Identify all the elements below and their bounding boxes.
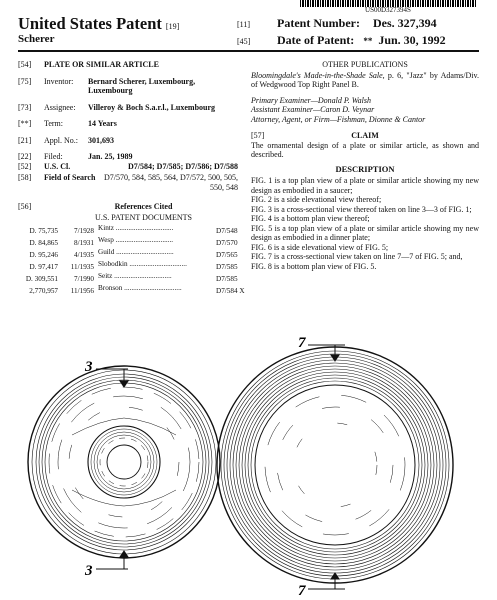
- citation-name: Kintz ................................: [98, 224, 174, 232]
- claim-heading: [57] CLAIM: [251, 131, 379, 140]
- header-rule: [18, 50, 479, 52]
- references-heading: [56] References Cited: [18, 202, 173, 211]
- description-item: FIG. 6 is a side elevational view of FIG. 5;: [251, 242, 389, 252]
- patent-date-row: [237, 33, 446, 48]
- filed-field: [22] Filed: Jan. 25, 1989: [18, 152, 133, 161]
- saucer-figure: [28, 366, 220, 558]
- citation-row: [18, 284, 243, 296]
- citation-date: 11/1956: [70, 287, 94, 295]
- figures-drawing: [0, 325, 497, 600]
- primary-examiner: Primary Examiner—Donald P. Walsh: [251, 95, 371, 105]
- description-list: [251, 176, 479, 271]
- claim-text: The ornamental design of a plate or similar article, as shown and described.: [251, 140, 479, 159]
- saucer-section-label-bottom: 3: [85, 563, 93, 579]
- citation-class: D7/585: [216, 275, 238, 283]
- description-item: FIG. 1 is a top plan view of a plate or similar article showing my new design as embodied in a saucer;: [251, 176, 479, 195]
- citation-number: D. 75,735: [29, 227, 58, 235]
- title-field: [54] PLATE OR SIMILAR ARTICLE: [18, 60, 159, 69]
- citation-number: D. 84,865: [29, 239, 58, 247]
- inventor-surname: Scherer: [18, 33, 55, 45]
- citation-row: [18, 272, 243, 284]
- citation-date: 7/1990: [74, 275, 94, 283]
- patent-date: Jun. 30, 1992: [378, 33, 446, 47]
- right-column: [251, 60, 479, 271]
- plate-section-label-bottom: 7: [298, 583, 306, 599]
- citation-class: D7/584 X: [216, 287, 245, 295]
- citation-class: D7/570: [216, 239, 238, 247]
- citation-name: Seitz ................................: [98, 272, 172, 280]
- patent-number-row: [237, 16, 437, 31]
- field-of-search: [58] Field of Search D7/570, 584, 585, 564, D7/572, 500, 505, 550, 548: [18, 173, 238, 192]
- citation-class: D7/565: [216, 251, 238, 259]
- citation-class: D7/585: [216, 263, 238, 271]
- description-item: FIG. 5 is a top plan view of a plate or similar article showing my new design as embodied in a dinner plate;: [251, 223, 479, 242]
- other-publications: Bloomingdale's Made-in-the-Shade Sale, p. 6, "Jazz" by Adams/Div. of Wedgwood Top Right Panel B.: [251, 70, 479, 89]
- citation-name: Wesp ................................: [98, 236, 174, 244]
- term-field: [**] Term: 14 Years: [18, 119, 117, 128]
- citation-date: 8/1931: [74, 239, 94, 247]
- appl-field: [21] Appl. No.: 301,693: [18, 135, 114, 145]
- citation-row: [18, 260, 243, 272]
- date-code: [45]: [237, 37, 251, 46]
- citation-date: 11/1935: [70, 263, 94, 271]
- citations-list: [18, 224, 243, 296]
- citation-name: Slobodkin ................................: [98, 260, 187, 268]
- citation-number: D. 95,246: [29, 251, 58, 259]
- document-number: US00D327394S: [365, 6, 411, 14]
- references-subtitle: U.S. PATENT DOCUMENTS: [95, 212, 192, 222]
- plate-figure: [217, 347, 453, 583]
- description-item: FIG. 2 is a side elevational view thereof;: [251, 195, 382, 204]
- date-label: Date of Patent:: [277, 33, 355, 47]
- assignee-field: [73] Assignee: Villeroy & Boch S.a.r.l., Luxembourg: [18, 102, 216, 112]
- citation-row: [18, 224, 243, 236]
- citation-class: D7/548: [216, 227, 238, 235]
- description-item: FIG. 3 is a cross-sectional view thereof taken on line 3—3 of FIG. 1;: [251, 204, 472, 214]
- attorney: Attorney, Agent, or Firm—Fishman, Dionne & Cantor: [251, 114, 426, 124]
- saucer-section-label-top: 3: [85, 359, 93, 375]
- uscl-field: [52] U.S. Cl. D7/584; D7/585; D7/586; D7/588: [18, 161, 238, 171]
- patent-title-header: [18, 14, 179, 34]
- citation-date: 7/1928: [74, 227, 94, 235]
- citation-date: 4/1935: [74, 251, 94, 259]
- patent-number-label: Patent Number:: [277, 16, 360, 30]
- citation-name: Guild ................................: [98, 248, 174, 256]
- description-item: FIG. 4 is a bottom plan view thereof;: [251, 214, 370, 223]
- plate-section-label-top: 7: [298, 335, 306, 351]
- inventor-field: [75] Inventor: Bernard Scherer, Luxembourg, Luxembourg: [18, 76, 196, 95]
- patent-office-title: United States Patent: [18, 14, 162, 33]
- description-item: FIG. 8 is a bottom plan view of FIG. 5.: [251, 261, 377, 271]
- date-marker: **: [363, 36, 373, 46]
- patent-number: Des. 327,394: [372, 16, 437, 30]
- citation-row: [18, 248, 243, 260]
- assistant-examiner: Assistant Examiner—Caron D. Veynar: [251, 105, 375, 114]
- citation-number: 2,770,957: [29, 287, 58, 295]
- title-code: [19]: [165, 22, 180, 31]
- left-column: [18, 60, 243, 296]
- citation-name: Bronson ................................: [98, 284, 182, 292]
- citation-number: D. 97,417: [29, 263, 58, 271]
- description-title: DESCRIPTION: [335, 163, 395, 174]
- description-item: FIG. 7 is a cross-sectional view taken on line 7—7 of FIG. 5; and,: [251, 252, 463, 261]
- saucer-section-marker-bottom: [96, 551, 128, 569]
- citation-row: [18, 236, 243, 248]
- patent-number-code: [11]: [237, 20, 251, 29]
- citation-number: D. 309,551: [25, 275, 58, 283]
- other-publications-title: OTHER PUBLICATIONS: [322, 60, 408, 69]
